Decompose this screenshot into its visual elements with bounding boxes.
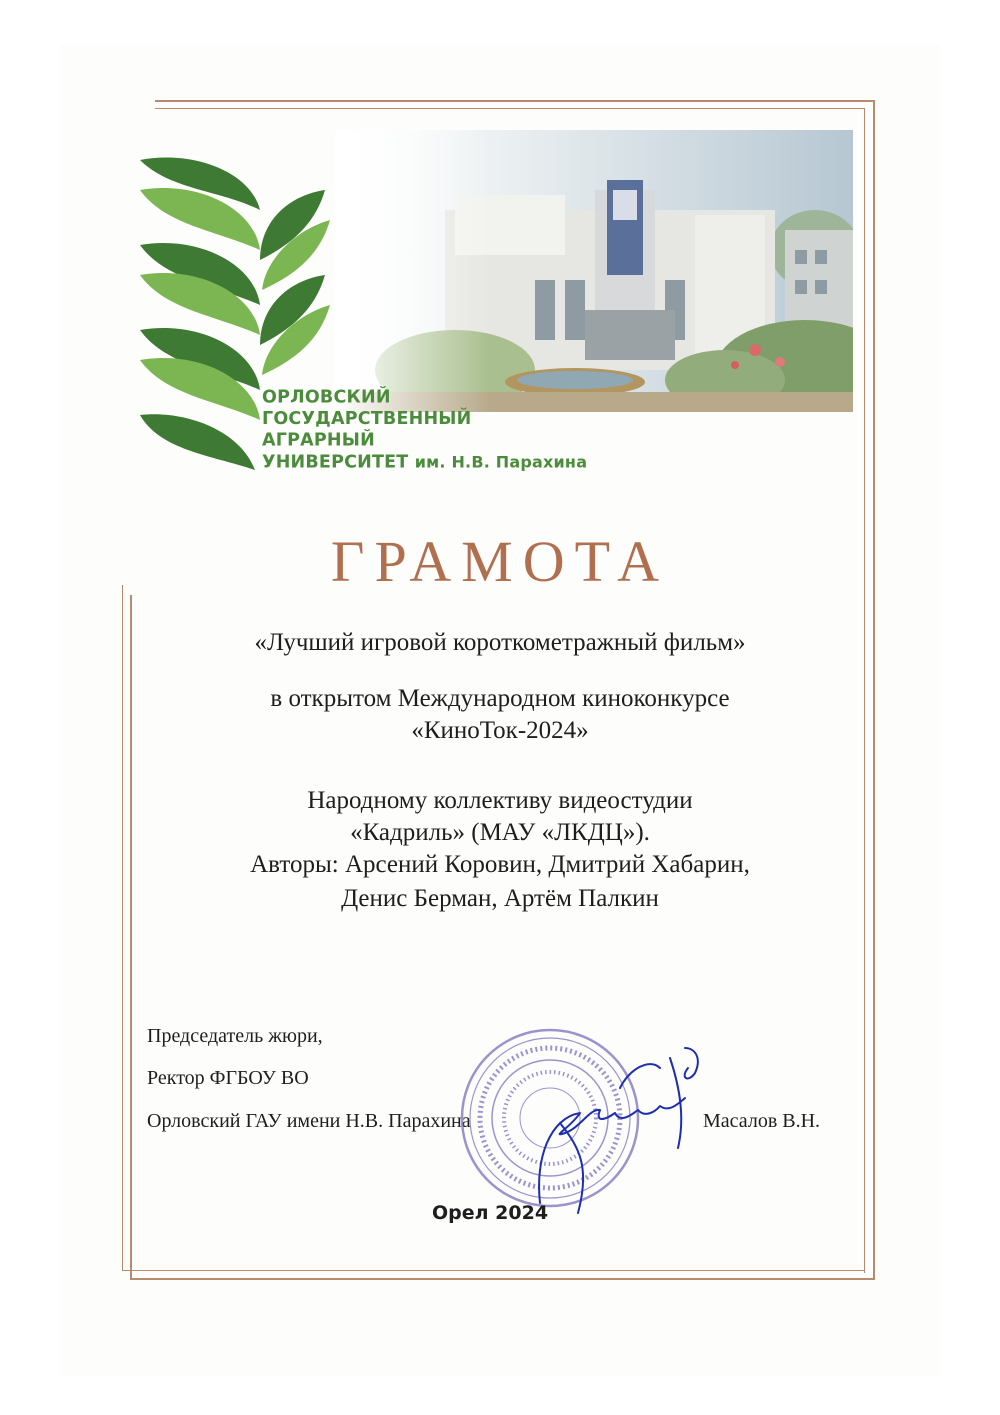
- signatory-line-3: Орловский ГАУ имени Н.В. Парахина: [147, 1110, 471, 1132]
- signatory-name: Масалов В.Н.: [703, 1110, 821, 1132]
- university-name-line: АГРАРНЫЙ: [262, 429, 375, 451]
- frame-line-bottom-inner: [122, 1270, 865, 1271]
- frame-line-top-inner: [155, 108, 865, 109]
- contest-line-1: в открытом Международном киноконкурсе: [270, 685, 730, 712]
- city-year: Орел 2024: [432, 1202, 549, 1224]
- signatory-line-2: Ректор ФГБОУ ВО: [147, 1067, 309, 1089]
- contest-line-2: «КиноТок-2024»: [411, 717, 589, 744]
- authors-line-1: Авторы: Арсений Коровин, Дмитрий Хабарин,: [250, 851, 750, 878]
- university-building-photo: [335, 130, 853, 412]
- recipient-line-2: «Кадриль» (МАУ «ЛКДЦ»).: [350, 819, 650, 846]
- handwritten-signature-icon: [520, 1028, 720, 1228]
- frame-line-bottom: [130, 1278, 875, 1280]
- university-name-line: [262, 451, 587, 473]
- frame-line-top: [155, 100, 875, 102]
- university-name-suffix: им. Н.В. Парахина: [414, 452, 588, 472]
- recipient-line-1: Народному коллективу видеостудии: [307, 787, 693, 814]
- nomination-text: «Лучший игровой короткометражный фильм»: [254, 629, 746, 656]
- university-name: [262, 387, 587, 474]
- signatory-line-1: Председатель жюри,: [147, 1025, 323, 1047]
- university-name-line: ГОСУДАРСТВЕННЫЙ: [262, 408, 472, 429]
- authors-line-2: Денис Берман, Артём Палкин: [341, 885, 659, 912]
- university-name-line: УНИВЕРСИТЕТ: [262, 452, 409, 473]
- university-name-line: ОРЛОВСКИЙ: [262, 387, 391, 408]
- document-title: ГРАМОТА: [330, 529, 670, 594]
